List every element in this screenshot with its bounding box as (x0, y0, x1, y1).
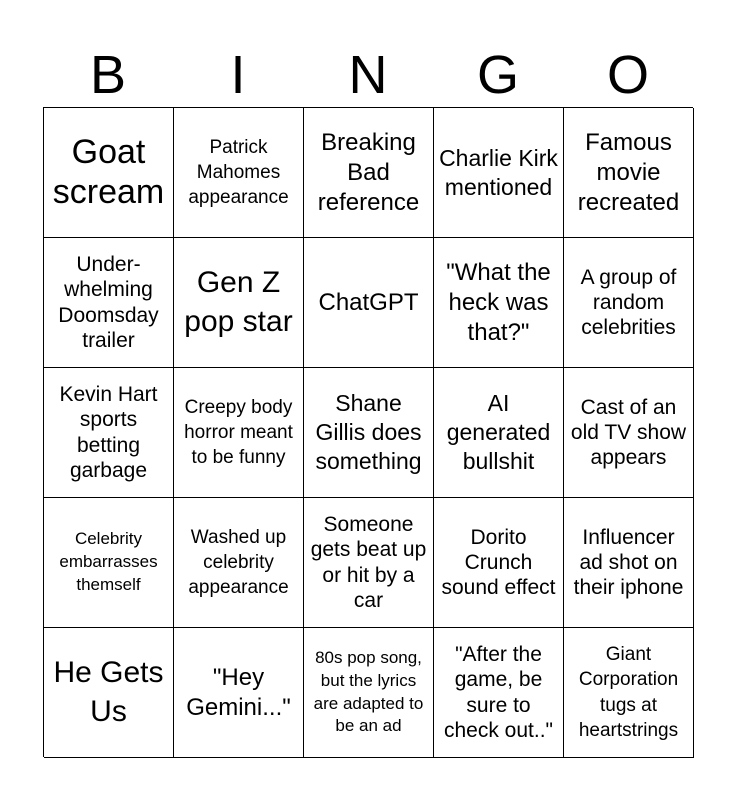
header-letter-g: G (476, 45, 519, 105)
bingo-cell[interactable]: Washed up celebrity appearance (174, 498, 304, 628)
header-letter-i: I (230, 45, 246, 105)
bingo-cell[interactable]: Dorito Crunch sound effect (434, 498, 564, 628)
bingo-cell[interactable]: Cast of an old TV show appears (564, 368, 694, 498)
bingo-cell[interactable]: Breaking Bad reference (304, 108, 434, 238)
bingo-cell[interactable]: Goat scream (44, 108, 174, 238)
bingo-cell[interactable]: "Hey Gemini..." (174, 628, 304, 758)
bingo-cell[interactable]: ChatGPT (304, 238, 434, 368)
bingo-cell[interactable]: Shane Gillis does something (304, 368, 434, 498)
bingo-cell[interactable]: Celebrity embarrasses themself (44, 498, 174, 628)
bingo-cell[interactable]: Giant Corporation tugs at heartstrings (564, 628, 694, 758)
bingo-cell[interactable]: Someone gets beat up or hit by a car (304, 498, 434, 628)
bingo-cell[interactable]: A group of random celebrities (564, 238, 694, 368)
bingo-cell[interactable]: Charlie Kirk mentioned (434, 108, 564, 238)
bingo-cell[interactable]: Under-whelming Doomsday trailer (44, 238, 174, 368)
bingo-cell[interactable]: Patrick Mahomes appearance (174, 108, 304, 238)
header-letter-o: O (606, 45, 649, 105)
bingo-cell[interactable]: Famous movie recreated (564, 108, 694, 238)
bingo-cell[interactable]: Kevin Hart sports betting garbage (44, 368, 174, 498)
bingo-header (43, 44, 693, 106)
bingo-cell[interactable]: "After the game, be sure to check out.." (434, 628, 564, 758)
bingo-cell[interactable]: Creepy body horror meant to be funny (174, 368, 304, 498)
bingo-cell[interactable]: AI generated bullshit (434, 368, 564, 498)
bingo-grid (43, 107, 693, 757)
bingo-cell[interactable]: 80s pop song, but the lyrics are adapted to be an ad (304, 628, 434, 758)
header-letter-b: B (89, 45, 127, 105)
bingo-cell[interactable]: Influencer ad shot on their iphone (564, 498, 694, 628)
bingo-cell[interactable]: He Gets Us (44, 628, 174, 758)
bingo-cell[interactable]: Gen Z pop star (174, 238, 304, 368)
bingo-cell[interactable]: "What the heck was that?" (434, 238, 564, 368)
header-letter-n: N (348, 45, 388, 105)
